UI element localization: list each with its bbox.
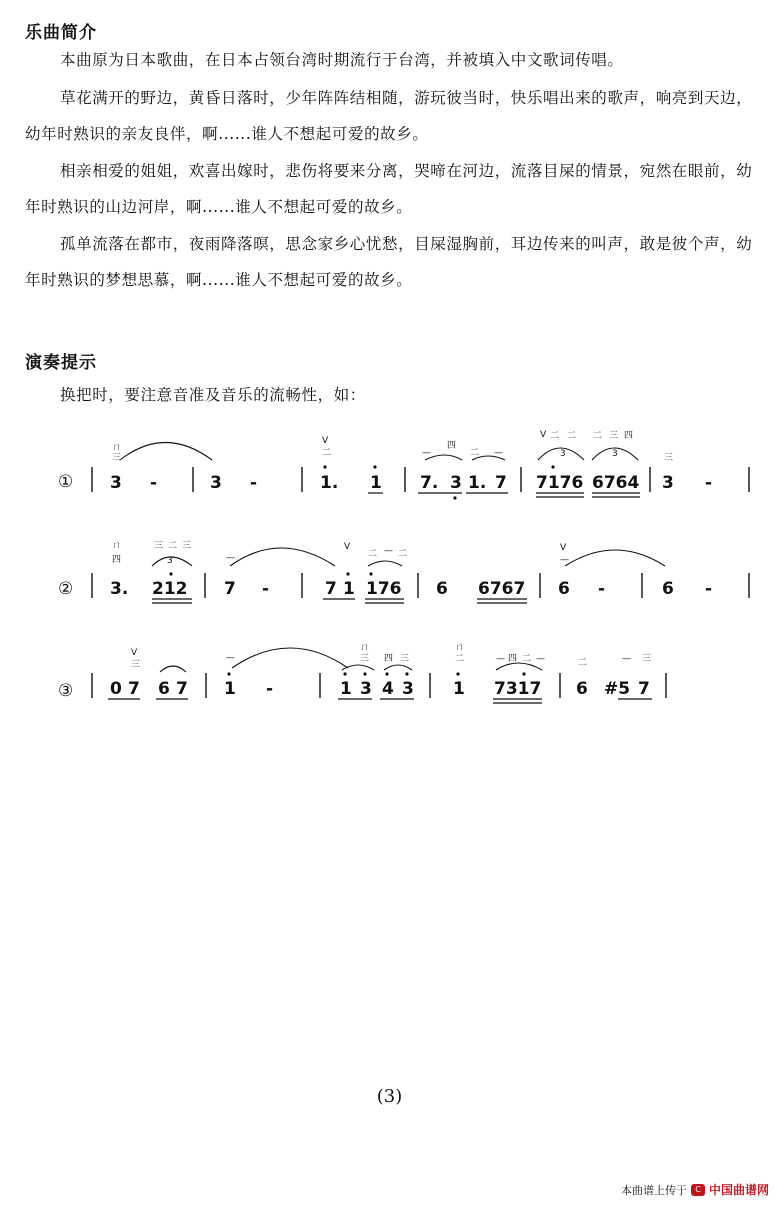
position-mark: 四: [508, 654, 518, 664]
note: 1.: [468, 473, 487, 493]
position-mark: —: [226, 553, 235, 563]
position-mark: 三: [360, 654, 370, 664]
note: 1: [453, 679, 465, 699]
footer-site-name: 中国曲谱网: [708, 1183, 769, 1197]
high-octave-dot: [551, 465, 554, 468]
note-group: 7176: [536, 473, 584, 493]
high-octave-dot: [346, 572, 349, 575]
example-3: [58, 643, 666, 703]
high-octave-dot: [522, 672, 525, 675]
position-mark: 三: [112, 453, 122, 463]
slur: [368, 561, 402, 566]
footer: [621, 1181, 769, 1198]
example-2: [58, 540, 749, 603]
down-bow-mark: ㄇ: [455, 643, 465, 653]
high-octave-dot: [385, 672, 388, 675]
position-mark: 二: [567, 431, 577, 441]
down-bow-mark: ㄇ: [112, 541, 122, 551]
note: -: [598, 579, 606, 599]
intro-paragraph-4: 孤单流落在都市，夜雨降落暝，思念家乡心忧愁，目屎湿胸前，耳边传来的叫声，敢是彼个声，幼年时熟识的梦想思慕，啊......谁人不想起可爱的故乡。: [25, 235, 753, 289]
example-1: [58, 430, 749, 500]
note: 3: [210, 473, 222, 493]
note: -: [705, 579, 713, 599]
note: 3: [662, 473, 674, 493]
position-mark: 三: [664, 453, 674, 463]
high-octave-dot: [456, 672, 459, 675]
note: -: [262, 579, 270, 599]
note: 0: [110, 679, 122, 699]
note: 4: [382, 679, 394, 699]
note-group: 176: [366, 579, 402, 599]
slur: [232, 648, 348, 668]
position-mark: 三: [609, 431, 619, 441]
note: 7: [325, 579, 337, 599]
position-mark: 三: [182, 541, 192, 551]
position-mark: 二: [470, 448, 480, 458]
note: #5: [604, 679, 631, 699]
note-group: 6767: [478, 579, 526, 599]
high-octave-dot: [405, 672, 408, 675]
site-logo-icon: C: [691, 1184, 705, 1196]
tips-text: 换把时，要注意音准及音乐的流畅性，如：: [60, 386, 366, 404]
position-mark: 二: [522, 654, 532, 664]
low-octave-dot: [453, 496, 456, 499]
note: 7: [495, 473, 507, 493]
note: 7.: [420, 473, 439, 493]
note: 7: [176, 679, 188, 699]
note: 3: [402, 679, 414, 699]
position-mark: 三: [642, 654, 652, 664]
triplet-mark: 3: [612, 449, 618, 459]
high-octave-dot: [363, 672, 366, 675]
slur: [160, 666, 186, 672]
triplet-mark: 3: [167, 556, 173, 566]
note: 3.: [110, 579, 129, 599]
position-mark: 二: [368, 549, 378, 559]
position-mark: 四: [384, 654, 394, 664]
note-group: 7317: [494, 679, 542, 699]
note: 1: [224, 679, 236, 699]
slur: [496, 663, 542, 670]
position-mark: 二: [578, 658, 588, 668]
position-mark: —: [560, 555, 569, 565]
position-mark: 四: [624, 431, 634, 441]
position-mark: —: [496, 654, 505, 664]
position-mark: 二: [550, 431, 560, 441]
intro-paragraph-3: 相亲相爱的姐姐，欢喜出嫁时，悲伤将要来分离，哭啼在河边，流落目屎的情景，宛然在眼前，幼年时熟识的山边河岸，啊......谁人不想起可爱的故乡。: [25, 162, 753, 216]
note: 1.: [320, 473, 339, 493]
up-bow-mark: V: [560, 543, 567, 553]
position-mark: 四: [112, 555, 122, 565]
position-mark: 二: [168, 541, 178, 551]
slur: [120, 443, 212, 461]
tips-heading: 演奏提示: [25, 353, 97, 373]
example-label: ③: [58, 681, 74, 701]
down-bow-mark: ㄇ: [360, 643, 370, 653]
footer-text: 本曲谱上传于: [620, 1183, 687, 1197]
note: 6: [662, 579, 674, 599]
note: -: [150, 473, 158, 493]
position-mark: 三: [154, 541, 164, 551]
high-octave-dot: [343, 672, 346, 675]
note: 6: [558, 579, 570, 599]
note-group: 212: [152, 579, 188, 599]
position-mark: —: [422, 448, 431, 458]
page-number: (3): [376, 1086, 403, 1107]
slur: [384, 665, 412, 670]
up-bow-mark: V: [540, 430, 547, 440]
high-octave-dot: [373, 465, 376, 468]
intro-paragraph-2: 草花满开的野边，黄昏日落时，少年阵阵结相随，游玩彼当时，快乐唱出来的歌声，响亮到天边，幼年时熟识的亲友良伴，啊......谁人不想起可爱的故乡。: [25, 89, 753, 143]
position-mark: —: [536, 654, 545, 664]
intro-heading: 乐曲简介: [25, 23, 97, 43]
note: 3: [450, 473, 462, 493]
up-bow-mark: V: [344, 542, 351, 552]
slur: [230, 548, 335, 566]
high-octave-dot: [369, 572, 372, 575]
high-octave-dot: [169, 572, 172, 575]
high-octave-dot: [227, 672, 230, 675]
note: 3: [360, 679, 372, 699]
note: -: [266, 679, 274, 699]
note: 6: [158, 679, 170, 699]
position-mark: 三: [400, 654, 410, 664]
note: 3: [110, 473, 122, 493]
triplet-mark: 3: [560, 449, 566, 459]
slur: [342, 665, 374, 670]
position-mark: —: [226, 653, 235, 663]
note: 1: [343, 579, 355, 599]
note: 1: [370, 473, 382, 493]
position-mark: 四: [447, 441, 457, 451]
position-mark: —: [494, 448, 503, 458]
intro-paragraph-1: 本曲原为日本歌曲，在日本占领台湾时期流行于台湾，并被填入中文歌词传唱。: [60, 51, 624, 69]
position-mark: 二: [593, 431, 603, 441]
note: 7: [638, 679, 650, 699]
position-mark: —: [622, 654, 631, 664]
high-octave-dot: [323, 465, 326, 468]
note: 7: [128, 679, 140, 699]
up-bow-mark: V: [131, 648, 138, 658]
note: -: [250, 473, 258, 493]
example-label: ②: [58, 579, 74, 599]
note-group: 6764: [592, 473, 640, 493]
note: 6: [576, 679, 588, 699]
position-mark: 二: [455, 654, 465, 664]
up-bow-mark: V: [322, 436, 329, 446]
position-mark: 二: [322, 448, 332, 458]
note: 6: [436, 579, 448, 599]
example-label: ①: [58, 472, 74, 492]
note: -: [705, 473, 713, 493]
note: 1: [340, 679, 352, 699]
position-mark: 二: [398, 549, 408, 559]
slur: [565, 550, 665, 566]
down-bow-mark: ㄇ: [112, 443, 122, 453]
position-mark: 三: [131, 660, 141, 670]
note: 7: [224, 579, 236, 599]
position-mark: —: [384, 546, 393, 556]
